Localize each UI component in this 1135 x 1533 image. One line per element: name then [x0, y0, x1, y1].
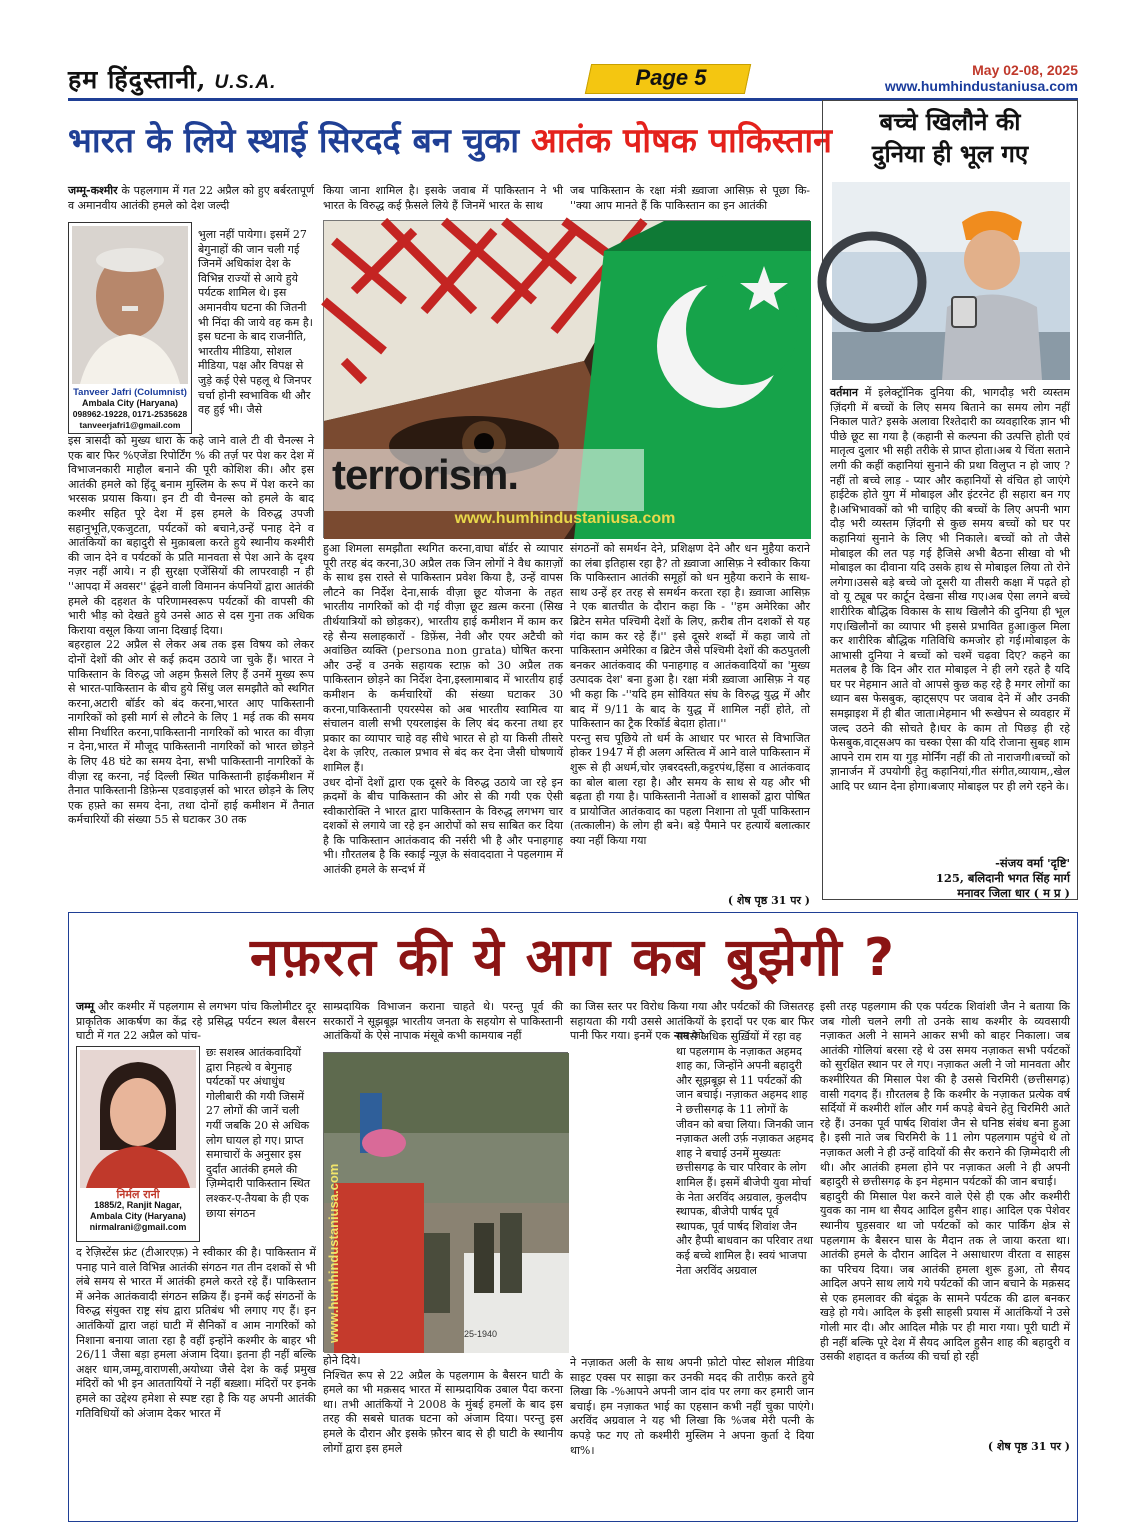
website-link[interactable]: www.humhindustaniusa.com [884, 78, 1078, 94]
continued-note: ( शेष पृष्ठ 31 पर ) [727, 894, 810, 907]
sidebar-body: वर्तमान में इलेक्ट्रॉनिक दुनिया की, भागदौड़ भरी व्यस्तम ज़िंदगी में बच्चों के लिए समय बिताने का समय लोग नहीं निकाल पाते? इसके अलावा रिश्तेदारी का व्यवहारिक ज्ञान भी पीछे छूट सा गया है (कहानी से कल्पना की उत्पत्ति होती एवं मातृत्व दुलार भी सही तरीके से प्राप्त होता।अब ये चिंता सताने लगी की कहीं कहानियां सुनाने की प्रथा विलुप्त न हो जाए ?नहीं तो बच्चे लाड़ - प्यार और कहानियों से वंचित हो जाएंगे हाईटेक होते युग में मोबाइल और इंटरनेट ही सहारा बन गए है।अभिभावकों को भी चाहिए की बच्चों के लिए अपनी भाग दौड़ भरी व्यस्तम ज़िंदगी से कुछ समय बच्चों को घर पर कहानियां सुनाने के लिए भी निकाले। बच्चों को तो जैसे मोबाइल की लत पड़ गई हैजिसे अभी बैठना सीखा वो भी मोबाइल का दीवाना यदि उसके हाथ से मोबाइल लिया तो रोने लगेगा।उससे बड़े बच्चे जो दूसरी या तीसरी कक्षा में पढ़ते हो वो यू ट्यूब पर कार्टून देखना सीख गए।अब ऐसा लगने बच्चे शारीरिक बौद्धिक विकास के साथ खिलौने की दुनिया ही भूल गए।खिलौनों का व्यापार भी इससे प्रभावित हुआ।कुल मिला कर शारीरिक बौद्धिक गतिविधि कमजोर हो गई।मोबाइल के आभासी दुनिया ने बच्चों को चश्में चढ़वा दिए? कहने का मतलब है कि दिन और रात मोबाइल ने ही लगे रहते है यदि घर पर मेहमान आते वो आपसे कुछ कह रहे है मगर लोगों का ध्यान बस फेसबुक, व्हाट्सएप पर जवाब देने में और उनकी समझाइश में ही बीत जाता।मेहमान भी रूखेपन से व्यवहार में जल्द उठने की सोचते है।घर के काम तो पिछड़ ही रहे फेसबुक,वाट्सअप का चस्का ऐसा की यदि रोजाना सुबह शाम आपने राम राम या गुड़ मोर्निंग नहीं की तो नाराजगी।बच्चों को ज्ञानार्जन में उपयोगी हेतु कहानियां,गीत संगीत,व्यायाम,,खेल आदि पर ध्यान देना होगा।बजाए मोबाइल पर ही लगे रहने के। [830, 386, 1070, 794]
sidebar-signature: -संजय वर्मा 'दृष्टि' 125, बलिदानी भगत सिंह मार्ग मनावर जिला धार ( म प्र ) [935, 856, 1070, 900]
photo-watermark: www.humhindustaniusa.com [326, 1163, 341, 1343]
author2-info: निर्मल रानी 1885/2, Ranjit Nagar, Ambala City (Haryana) nirmalrani@gmail.com [89, 1188, 187, 1232]
article1-headline: भारत के लिये स्थाई सिरदर्द बन चुका आतंक पोषक पाकिस्तान [68, 121, 833, 161]
article2-col2-body: होने दिये। निश्चित रूप से 22 अप्रैल के पहलगाम के बैसरन घाटी के हमले का भी मक़सद भारत में साम्प्रदायिक उबाल पैदा करना था। तभी आतंकियों ने 2008 के मुंबई हमलों के बाद इस तरह की सबसे घातक घटना को अंजाम दिया। परन्तु इस हमले के दौरान और इसके फ़ौरन बाद से ही घाटी के स्थानीय लोगों द्वारा इस हमले [323, 1354, 563, 1455]
page-number: Page 5 [635, 65, 707, 90]
vehicle-plate: 25-1940 [464, 1329, 498, 1339]
author2-card [76, 1046, 200, 1242]
child-with-mobile-photo [832, 182, 1070, 380]
article1-col1-intro: जम्मू-कश्मीर के पहलगाम में गत 22 अप्रैल को हुए बर्बरतापूर्ण व अमानवीय आतंकी हमले को देश जल्दी [68, 184, 314, 212]
article2-col3-body: ने नज़ाकत अली के साथ अपनी फ़ोटो पोस्ट सोशल मीडिया साइट एक्स पर साझा कर उनकी मदद की तारीफ़ करते हुये लिखा कि -%आपने अपनी जान दांव पर लगा कर हमारी जान बचाई। हम नज़ाकत भाई का एहसान कभी नहीं चुका पाएंगे। अरविंद अग्रवाल ने यह भी लिखा कि %जब मेरी पत्नी के कपड़े फट गए तो कश्मीरी मुस्लिम ने अपना कुर्ता दे दिया था%। [570, 1356, 814, 1457]
article1-col3-body: संगठनों को समर्थन देने, प्रशिक्षण देने और धन मुहैया कराने का लंबा इतिहास रहा है? तो ख़्वाजा आसिफ़ ने स्वीकार किया कि पाकिस्तान आतंकी समूहों को धन मुहैया कराने के साथ-साथ उन्हें हर तरह से समर्थन करता रहा है। ख़्वाजा आसिफ़ ने एक बातचीत के दौरान कहा कि - ''हम अमेरिका और ब्रिटेन समेत पश्चिमी देशों के लिए, क़रीब तीन दशकों से यह गंदा काम कर रहे हैं।'' इसे दूसरे शब्दों में कहा जाये तो पाकिस्तान अमेरिका व ब्रिटेन जैसे पश्चिमी देशों की कठपुतली बनकर आतंकवाद की पनाहगाह व आतंकवादियों का 'मुख्य उत्पादक देश' बना हुआ है। रक्षा मंत्री ख़्वाजा आसिफ़ ने यह भी कहा कि -''यदि हम सोवियत संघ के विरुद्ध युद्ध में और बाद में 9/11 के बाद के युद्ध में शामिल नहीं होते, तो पाकिस्तान का ट्रैक रिकॉर्ड बेदाग़ होता।'' परन्तु सच पूछिये तो धर्म के आधार पर भारत से विभाजित होकर 1947 में ही अलग अस्तित्व में आने वाले पाकिस्तान में शुरू से ही अधर्म,चोर ज़बरदस्ती,कट्टरपंथ,हिंसा व आतंकवाद का बोल बाला रहा है। और समय के साथ से यह और भी बढ़ता ही गया है। पाकिस्तानी नेताओं व शासकों द्वारा पोषित व प्रायोजित आतंकवाद का पहला निशाना तो पूर्वी पाकिस्तान (तत्कालीन) के लोग ही बने। बड़े पैमाने पर हत्यायें बलात्कार क्या नहीं किया गया [570, 542, 810, 847]
image-caption-text: terrorism. [332, 451, 519, 498]
pahalgam-attack-photo [323, 1052, 568, 1352]
columnist-card [68, 222, 192, 434]
sidebar-lead-word: वर्तमान [830, 386, 858, 399]
columnist-info: Tanveer Jafri (Columnist) Ambala City (Haryana) 098962-19228, 0171-2535628 tanveerjafri1@gmail.com [72, 387, 188, 430]
article2-col1-intro: जम्मू और कश्मीर में पहलगाम से लगभग पांच किलोमीटर दूर प्राकृतिक आकर्षण का केंद्र रहे प्रसिद्ध पर्यटन स्थल बैसरन घाटी में गत 22 अप्रैल को पांच- [76, 1000, 316, 1043]
columnist-photo [72, 226, 188, 384]
article1-col1-wrap: भुला नहीं पायेगा। इसमें 27 बेगुनाहों की जान चली गई जिनमें अधिकांश देश के विभिन्न राज्यों से आये हुये पर्यटक शामिल थे। इस अमानवीय घटना की जितनी भी निंदा की जाये वह कम है। इस घटना के बाद राजनीति, भारतीय मीडिया, सोशल मीडिया, पक्ष और विपक्ष से जुड़े कई ऐसे पहलू थे जिनपर चर्चा होनी स्वभाविक थी और वह हुई भी। जैसे [198, 228, 313, 417]
image-watermark: www.humhindustaniusa.com [454, 510, 676, 527]
article2-headline: नफ़रत की ये आग कब बुझेगी ? [249, 928, 896, 988]
article1-col2-body: हुआ शिमला समझौता स्थगित करना,वाघा बॉर्डर से व्यापार पूरी तरह बंद करना,30 अप्रैल तक जिन लोगों ने वैध काग़ज़ों के साथ इस रास्ते से पाकिस्तान प्रवेश किया है, उन्हें वापस लौटने का निर्देश देना,सार्क वीज़ा छूट योजना के तहत भारतीय नागरिकों को दी गई वीज़ा छूट ख़त्म करना (सिख तीर्थयात्रियों को छोड़कर), भारतीय हाई कमीशन में काम कर रहे सैन्य सलाहकारों - डिफ़ेंस, नेवी और एयर अटैची को अवांछित व्यक्ति (persona non grata) घोषित करना और उन्हें व उनके सहायक स्टाफ़ को 30 अप्रैल तक पाकिस्तान छोड़ने का निर्देश देना,इस्लामाबाद में भारतीय हाई कमीशन के कर्मचारियों की संख्या घटाकर 30 करना,पाकिस्तानी एयरस्पेस को अब भारतीय स्वामित्व या संचालन वाली सभी एयरलाइंस के लिए बंद करना तथा हर प्रकार का व्यापार चाहे वह सीधे भारत से हो या किसी तीसरे देश के ज़रिए, तत्काल प्रभाव से बंद कर देना जैसी घोषणायें शामिल हैं। उधर दोनों देशों द्वारा एक दूसरे के विरुद्ध उठाये जा रहे इन क़दमों के बीच पाकिस्तान की ओर से की गयी एक ऐसी स्वीकारोक्ति ने भारत द्वारा पाकिस्तान के विरुद्ध लगभग चार दशकों से लगाये जा रहे इन आरोपों को सच साबित कर दिया है कि पाकिस्तान आतंकवाद की नर्सरी भी है और पनाहगाह भी। ग़ौरतलब है कि स्काई न्यूज़ के संवाददाता ने पहलगाम में आतंकी हमले के सन्दर्भ में [323, 542, 563, 877]
article2-continued-note: ( शेष पृष्ठ 31 पर ) [987, 1440, 1070, 1453]
sidebar-title: बच्चे खिलौने की दुनिया ही भूल गए [871, 107, 1029, 168]
terrorism-illustration [323, 220, 810, 538]
lead-word: जम्मू-कश्मीर [68, 184, 118, 197]
article2-col1-body: द रेज़िस्टेंस फ्रंट (टीआरएफ़) ने स्वीकार की है। पाकिस्तान में पनाह पाने वाले विभिन्न आतंकी संगठन गत तीन दशकों से भी लंबे समय से भारत में आतंकी हमले करते रहे हैं। पाकिस्तान में अनेक आतंकवादी संगठन सक्रिय हैं। इनमें कई संगठनों के विरुद्ध संयुक्त राष्ट्र संघ द्वारा प्रतिबंध भी लगाए गए हैं। इन आतंकियों द्वारा जहां घाटी में सैनिकों व आम नागरिकों को निशाना बनाया जाता रहा है वहीं इन्होंने कश्मीर के बाहर भी 26/11 जैसा बड़ा हमला अंजाम दिया। इतना ही नहीं बल्कि अक्षर धाम,जम्मू,वाराणसी,अयोध्या जैसे देश के कई प्रमुख मंदिरों को भी इन आततायियों ने नहीं बख़्शा। मंदिरों पर इनके हमले का उद्देश्य हमेशा से स्पष्ट रहा है कि यह अपनी आतंकी गतिविधियों को अंजाम देकर भारत में [76, 1246, 316, 1420]
article2-col3-wrap: सबसे अधिक सुर्ख़ियों में रहा वह था पहलगाम के नज़ाकत अहमद शाह का, जिन्होंने अपनी बहादुरी और सूझबूझ से 11 पर्यटकों की जान बचाई। नज़ाकत अहमद शाह ने छत्तीसगढ़ के 11 लोगों के जीवन को बचा लिया। जिनकी जान नज़ाकत अली उर्फ़ नज़ाकत अहमद शाह ने बचाई उनमें मुख्यतः छत्तीसगढ़ के चार परिवार के लोग शामिल हैं। इसमें बीजेपी युवा मोर्चा के नेता अरविंद अग्रवाल, कुलदीप स्थापक, बीजेपी पार्षद पूर्व स्थापक, पूर्व पार्षद शिवांश जैन और हैप्पी बाधवान का परिवार तथा कई बच्चे शामिल है। स्वयं भाजपा नेता अरविंद अग्रवाल [676, 1030, 814, 1277]
article2-col4-body: इसी तरह पहलगाम की एक पर्यटक शिवांशी जैन ने बताया कि जब गोली चलने लगी तो उनके साथ कश्मीर के व्यवसायी नज़ाकत अली ने सामने आकर सभी को बाहर निकाला। जब आतंकी गोलियां बरसा रहे थे उस समय नज़ाकत सभी पर्यटकों को सुरक्षित स्थान पर ले गए। नज़ाकत अली ने जो मानवता और कश्मीरियत की मिसाल पेश की है उससे चिरमिरी (छत्तीसगढ़) वासी गदगद हैं। ग़ौरतलब है कि कश्मीर के नज़ाकत प्रत्येक वर्ष सर्दियों में कश्मीरी शॉल और गर्म कपड़े बेचने हेतु चिरमिरी आते रहे हैं। उनका पूर्व पार्षद शिवांश जैन से घनिष्ठ संबंध बना हुआ है। इसी नाते जब चिरमिरी के 11 लोग पहलगाम पहुंचे थे तो नज़ाकत अली ने ही उन्हें वादियों की सैर कराने की ज़िम्मेदारी ली थी। और आतंकी हमला होने पर नज़ाकत अली ने ही अपनी बहादुरी से छत्तीसगढ़ के इन मेहमान पर्यटकों की जान बचाई। बहादुरी की मिसाल पेश करने वाले ऐसे ही एक और कश्मीरी युवक का नाम था सैयद आदिल हुसैन शाह। आदिल एक पेशेवर स्थानीय घुड़सवार था जो पर्यटकों को कार पार्किंग क्षेत्र से पहलगाम के बैसरन घास के मैदान तक ले जाया करता था। आतंकी हमले के दौरान आदिल ने असाधारण वीरता व साहस का परिचय दिया। जब आतंकी हमला शुरू हुआ, तो सैयद आदिल अपने साथ लाये गये पर्यटकों की जान बचाने के मक़सद से एक हमलावर की बंदूक़ के सामने पर्यटक की ढाल बनकर खड़े हो गये। आदिल के इसी साहसी प्रयास में आतंकियों ने उसे गोली मार दी। और आदिल मौक़े पर ही मारा गया। पूरी घाटी में ही नहीं बल्कि पूरे देश में सैयद आदिल हुसैन शाह की बहादुरी व उसकी शहादत व कर्तव्य की चर्चा हो रही [820, 1000, 1070, 1364]
issue-date: May 02-08, 2025 [972, 62, 1078, 78]
article1-col1-body: इस त्रासदी को मुख्य धारा के कहे जाने वाले टी वी चैनल्स ने एक बार फिर %एजेंडा रिपोर्टिंग % की तर्ज़ पर पेश कर देश में विभाजनकारी माहौल बनाने की पूरी कोशिश की। और इस आतंकी हमले को हिंदू बनाम मुस्लिम के रूप में पेश करने का भरसक प्रयास किया। इन टी वी चैनल्स को हमले के बाद कश्मीर सहित पूरे देश में इस हमले के विरुद्ध उपजी सहानुभूति,एकजुटता, पर्यटकों को बचाने,उन्हें पनाह देने व आतंकियों का बहादुरी से मुक़ाबला करते हुये स्थानीय कश्मीरी की जान देने व पर्यटकों के प्रति मानवता से पेश आने के दृश्य नज़र नहीं आये। न ही सुरक्षा एजेंसियों की लापरवाही न ही ''आपदा में अवसर'' ढूंढ़ने वाली विमानन कंपनियों द्वारा आतंकी हमले की दहशत के परिणामस्वरूप पर्यटकों की वापसी की भारी भीड़ को देखते हुये उनसे आठ से दस गुना तक अधिक किराया वसूल किया जाना दिखाई दिया। बहरहाल 22 अप्रैल से लेकर अब तक इस विषय को लेकर दोनों देशों की ओर से कई क़दम उठाये जा चुके हैं। भारत ने पाकिस्तान के विरुद्ध जो अहम फ़ैसले लिए हैं उनमें मुख्य रूप से भारत-पाकिस्तान के बीच हुये सिंधु जल समझौते को स्थगित करना,अटारी बॉर्डर को बंद करना,भारत आए पाकिस्तानी नागरिकों को इसी मार्ग से लौटने के लिए 1 मई तक की समय सीमा निर्धारित करना,पाकिस्तानी नागरिकों को भारत का वीज़ा न देना,भारत में मौजूद पाकिस्तानी नागरिकों को भारत छोड़ने के लिए 48 घंटे का समय देना, सभी पाकिस्तानी नागरिकों के वीज़ा रद्द करना, नई दिल्ली स्थित पाकिस्तानी हाईकमीशन में तैनात पाकिस्तानी डिफ़ेन्स एडवाइज़र्स को भारत छोड़ने के लिए एक हफ़्ते का समय देना, तथा दोनों हाई कमीशन में तैनात कर्मचारियों की संख्या 55 से घटाकर 30 तक [68, 434, 314, 827]
masthead [68, 62, 1078, 96]
article1-col3-top: जब पाकिस्तान के रक्षा मंत्री ख़्वाजा आसिफ़ से पूछा कि- ''क्या आप मानते हैं कि पाकिस्तान का इन आतंकी [570, 184, 810, 212]
article2-col2-top: साम्प्रदायिक विभाजन कराना चाहते थे। परन्तु पूर्व की सरकारों ने सूझबूझ भारतीय जनता के सहयोग से पाकिस्तानी आतंकियों के ऐसे नापाक मंसूबे कभी कामयाब नहीं [323, 1000, 563, 1043]
publication-title: हम हिंदुस्तानी, U.S.A. [68, 65, 277, 94]
article2-lead-word: जम्मू [76, 1000, 95, 1013]
article2-col3-top: का जिस स्तर पर विरोध किया गया और पर्यटकों की जिसतरह सहायता की गयी उससे आतंकियों के इरादों पर एक बार फिर पानी फिर गया। इनमें एक नाम जो [570, 1000, 814, 1043]
article2-col1-wrap: छः सशस्त्र आतंकवादियों द्वारा निहत्थे व बेगुनाह पर्यटकों पर अंधाधुंध गोलीबारी की गयी जिसमें 27 लोगों की जानें चली गयीं जबकि 20 से अधिक लोग घायल हो गए। प्राप्त समाचारों के अनुसार इस दुर्दांत आतंकी हमले की ज़िम्मेदारी पाकिस्तान स्थित लश्कर-ए-तैयबा के ही एक छाया संगठन [206, 1046, 311, 1220]
author2-photo [80, 1050, 196, 1188]
article1-col2-top: किया जाना शामिल है। इसके जवाब में पाकिस्तान ने भी भारत के विरुद्ध कई फ़ैसले लिये हैं जिनमें भारत के साथ [323, 184, 563, 212]
